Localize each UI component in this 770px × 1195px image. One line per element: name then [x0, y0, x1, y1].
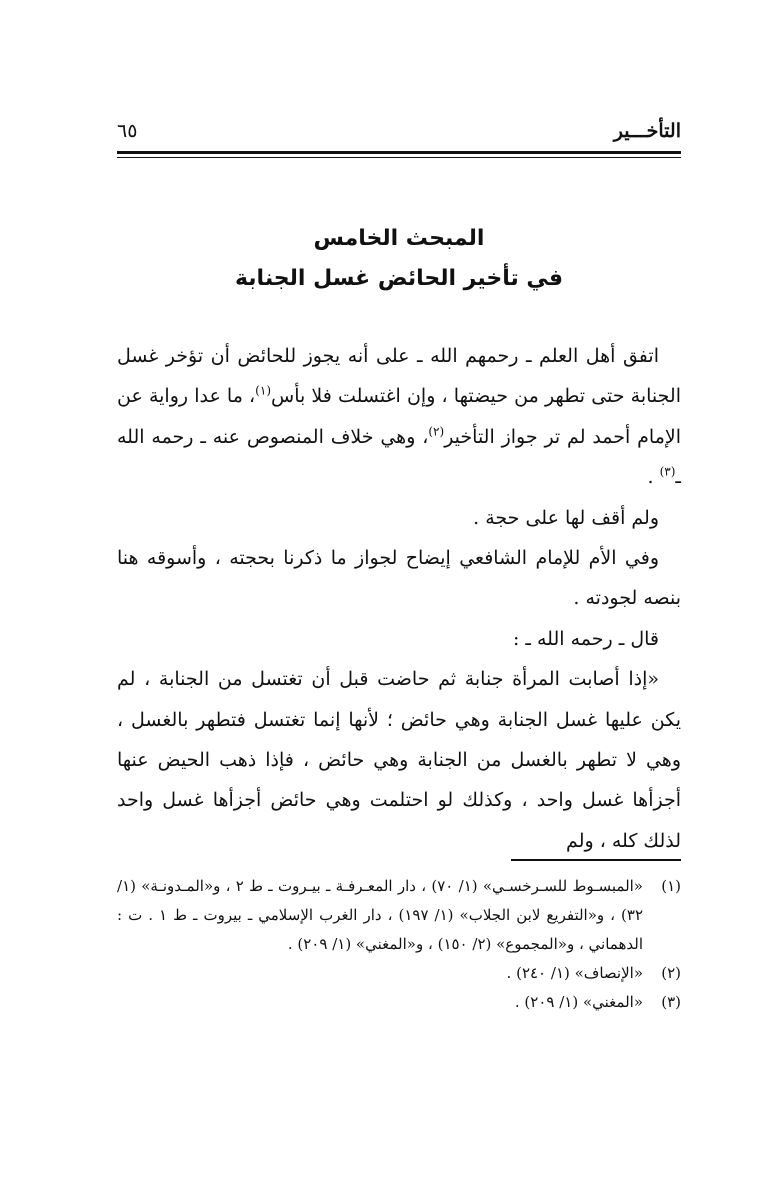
chapter-heading	[117, 222, 681, 296]
paragraph-4: قال ـ رحمه الله ـ :	[512, 627, 659, 650]
paragraph-1-part-b: ، ما عدا رواية عن الإمام أحمد لم تر جواز التأخير	[117, 385, 682, 448]
footnote-text: «المبسـوط للسـرخسـي» (١/ ٧٠) ، دار المعـرفـة ـ بيـروت ـ ط ٢ ، و«المـدونـة» (١/ ٣٢) ، و«التفريع لابن الجلاب» (١/ ١٩٧) ، دار الغرب الإسلامي ـ بيروت ـ ط ١ . ت : الدهماني ، و«المجموع» (٢/ ١٥٠) ، و«المغني» (١/ ٢٠٩) .	[117, 877, 644, 953]
paragraph-1-part-d: .	[647, 466, 654, 489]
header-rule-thick	[117, 151, 681, 154]
footnote-number: (٢)	[661, 964, 681, 982]
footnote-text: «الإنصاف» (١/ ٢٤٠) .	[506, 964, 643, 982]
main-text	[117, 336, 681, 861]
paragraph-5-quote: «إذا أصابت المرأة جنابة ثم حاضت قبل أن تغتسل من الجنابة ، لم يكن عليها غسل الجنابة وهي حائض ؛ لأنها إنما تغتسل فتطهر بالغسل ، وهي لا تطهر بالغسل من الجنابة وهي حائض ، فإذا ذهب الحيض عنها أجزأها غسل واحد ، وكذلك لو احتلمت وهي حائض أجزأها غسل واحد لذلك كله ، ولم	[117, 668, 681, 852]
running-head	[117, 118, 681, 144]
footnote-separator	[511, 859, 681, 861]
paragraph-3: وفي الأم للإمام الشافعي إيضاح لجواز ما ذكرنا بحجته ، وأسوقه هنا بنصه لجودته .	[117, 547, 681, 610]
paragraph-1-part-c: ، وهي خلاف المنصوص عنه ـ رحمه الله ـ	[117, 425, 681, 489]
footnotes	[117, 872, 681, 1017]
footnote-ref-3[interactable]: (٣)	[659, 464, 676, 479]
footnote-item	[117, 872, 681, 959]
page-number: ٦٥	[117, 120, 138, 142]
footnote-ref-2[interactable]: (٢)	[428, 424, 445, 439]
section-subtitle: في تأخير الحائض غسل الجنابة	[234, 266, 564, 291]
footnote-item	[117, 959, 681, 988]
footnote-ref-1[interactable]: (١)	[255, 384, 271, 399]
section-title: المبحث الخامس	[313, 226, 485, 251]
header-rule-thin	[117, 157, 681, 158]
footnote-item	[117, 988, 681, 1017]
paragraph-1-part-a: اتفق أهل العلم ـ رحمهم الله ـ على أنه يجوز للحائض أن تؤخر غسل الجنابة حتى تطهر من حيضتها ، وإن اغتسلت فلا بأس	[117, 345, 681, 408]
footnote-number: (٣)	[661, 993, 681, 1011]
footnote-text: «المغني» (١/ ٢٠٩) .	[514, 993, 643, 1011]
paragraph-2: ولم أقف لها على حجة .	[473, 506, 659, 529]
paragraph-1	[117, 336, 681, 498]
running-title: التأخـــير	[613, 120, 681, 142]
footnote-number: (١)	[661, 877, 681, 895]
